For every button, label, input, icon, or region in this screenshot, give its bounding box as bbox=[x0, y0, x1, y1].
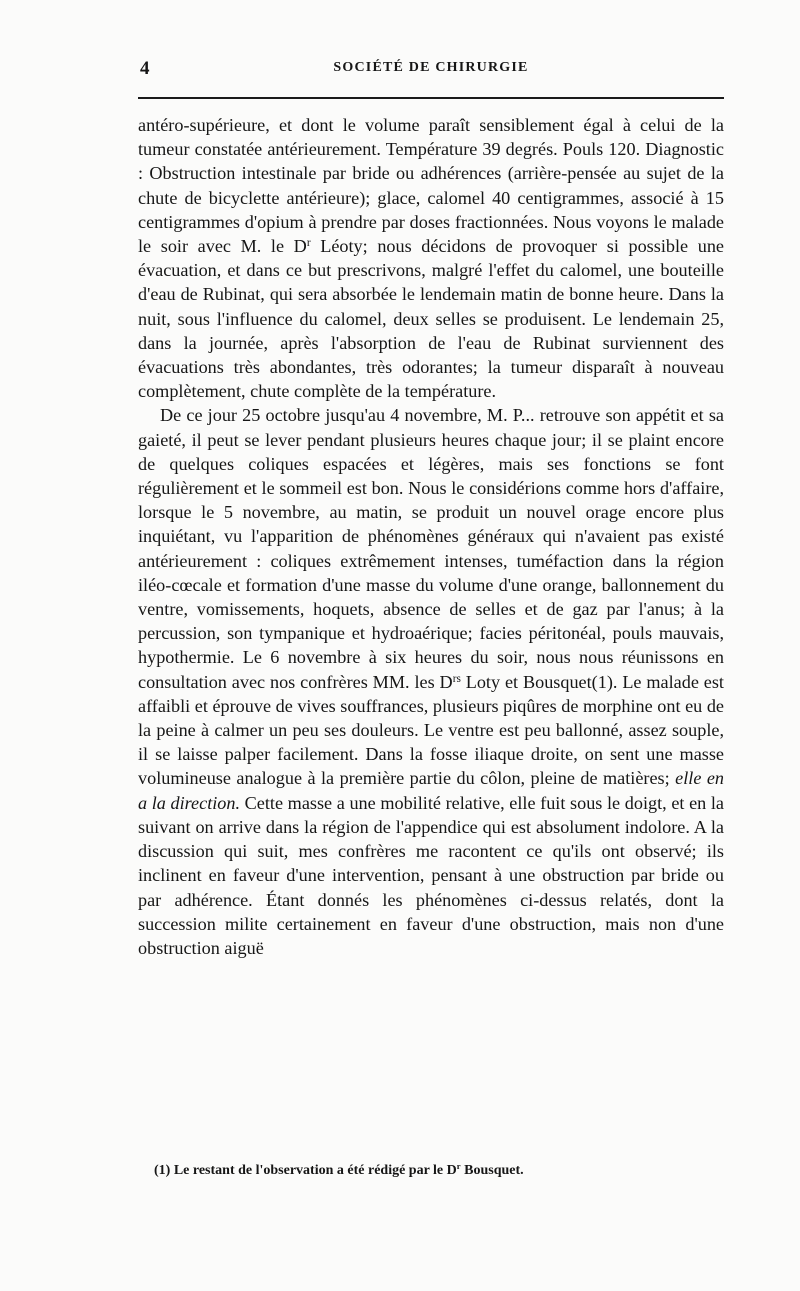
italic-phrase: elle en a la direction. bbox=[138, 768, 725, 813]
paragraph-2 bbox=[138, 403, 724, 960]
footnote bbox=[154, 1162, 724, 1180]
running-title: SOCIÉTÉ DE CHIRURGIE bbox=[333, 60, 529, 75]
doctors-abbrev-superscript: rs bbox=[452, 672, 461, 685]
doctor-abbrev-superscript: r bbox=[306, 236, 311, 249]
paragraph-2-text-b: Loty et Bousquet(1). Le malade est affaibli et éprouve de vives souffrances, plusieurs piqûres de morphine ont eu de la peine à calmer un peu ses douleurs. Le ventre est peu ballonné, assez souple, il se laisse palper facilement. Dans la fosse iliaque droite, on sent une masse volumineuse analogue à la première partie du côlon, pleine de matières; bbox=[138, 671, 724, 789]
running-header bbox=[138, 58, 724, 84]
page-number: 4 bbox=[140, 58, 150, 79]
footnote-doctor-superscript: r bbox=[456, 1161, 461, 1172]
body-text bbox=[138, 113, 724, 960]
paragraph-2-text-a: De ce jour 25 octobre jusqu'au 4 novembre, M. P... retrouve son appétit et sa gaieté, il peut se lever pendant plusieurs heures chaque jour; il se plaint encore de quelques coliques espacées et légères, mais ses fonctions se font régulièrement et le sommeil est bon. Nous le considérions comme hors d'affaire, lorsque le 5 novembre, au matin, se produit un nouvel orage encore plus inquiétant, vu l'apparition de phénomènes généraux qui n'avaient pas existé antérieurement : coliques extrêmement intenses, tuméfaction dans la région iléo-cœcale et formation d'une masse du volume d'une orange, ballonnement du ventre, vomissements, hoquets, absence de selles et de gaz par l'anus; à la percussion, son tympanique et hydroaérique; facies péritonéal, pouls mauvais, hypothermie. Le 6 novembre à six heures du soir, nous nous réunissons en consultation avec nos confrères MM. les D bbox=[138, 405, 724, 692]
paragraph-1-text-b: Léoty; nous décidons de provoquer si possible une évacuation, et dans ce but prescrivons, malgré l'effet du calomel, une bouteille d'eau de Rubinat, qui sera absorbée le lendemain matin de bonne heure. Dans la nuit, sous l'influence du calomel, deux selles se produisent. Le lendemain 25, dans la journée, après l'absorption de l'eau de Rubinat surviennent des évacuations très abondantes, très odorantes; la tumeur disparaît à nouveau complètement, chute complète de la température. bbox=[138, 236, 724, 402]
header-rule bbox=[138, 97, 724, 99]
footnote-text-b: Bousquet. bbox=[460, 1163, 524, 1178]
paragraph-2-text-c: Cette masse a une mobilité relative, elle fuit sous le doigt, et en la suivant on arrive dans la région de l'appendice qui est absolument indolore. A la discussion qui suit, mes confrères me racontent ce qu'ils ont observé; ils inclinent en faveur d'une intervention, pensant à une obstruction par bride ou par adhérence. Étant donnés les phénomènes ci-dessus relatés, dont la succession milite certainement en faveur d'une obstruction, mais non d'une obstruction aiguë bbox=[138, 792, 724, 958]
paragraph-1-text-a: antéro-supérieure, et dont le volume paraît sensiblement égal à celui de la tumeur constatée antérieurement. Température 39 degrés. Pouls 120. Diagnostic : Obstruction intestinale par bride ou adhérences (arrière-pensée au sujet de la chute de bicyclette antérieure); glace, calomel 40 centigrammes, associé à 15 centigrammes d'opium à prendre par doses fractionnées. Nous voyons le malade le soir avec M. le D bbox=[138, 115, 724, 257]
footnote-text-a: (1) Le restant de l'observation a été rédigé par le D bbox=[154, 1163, 457, 1178]
paragraph-1 bbox=[138, 113, 724, 403]
